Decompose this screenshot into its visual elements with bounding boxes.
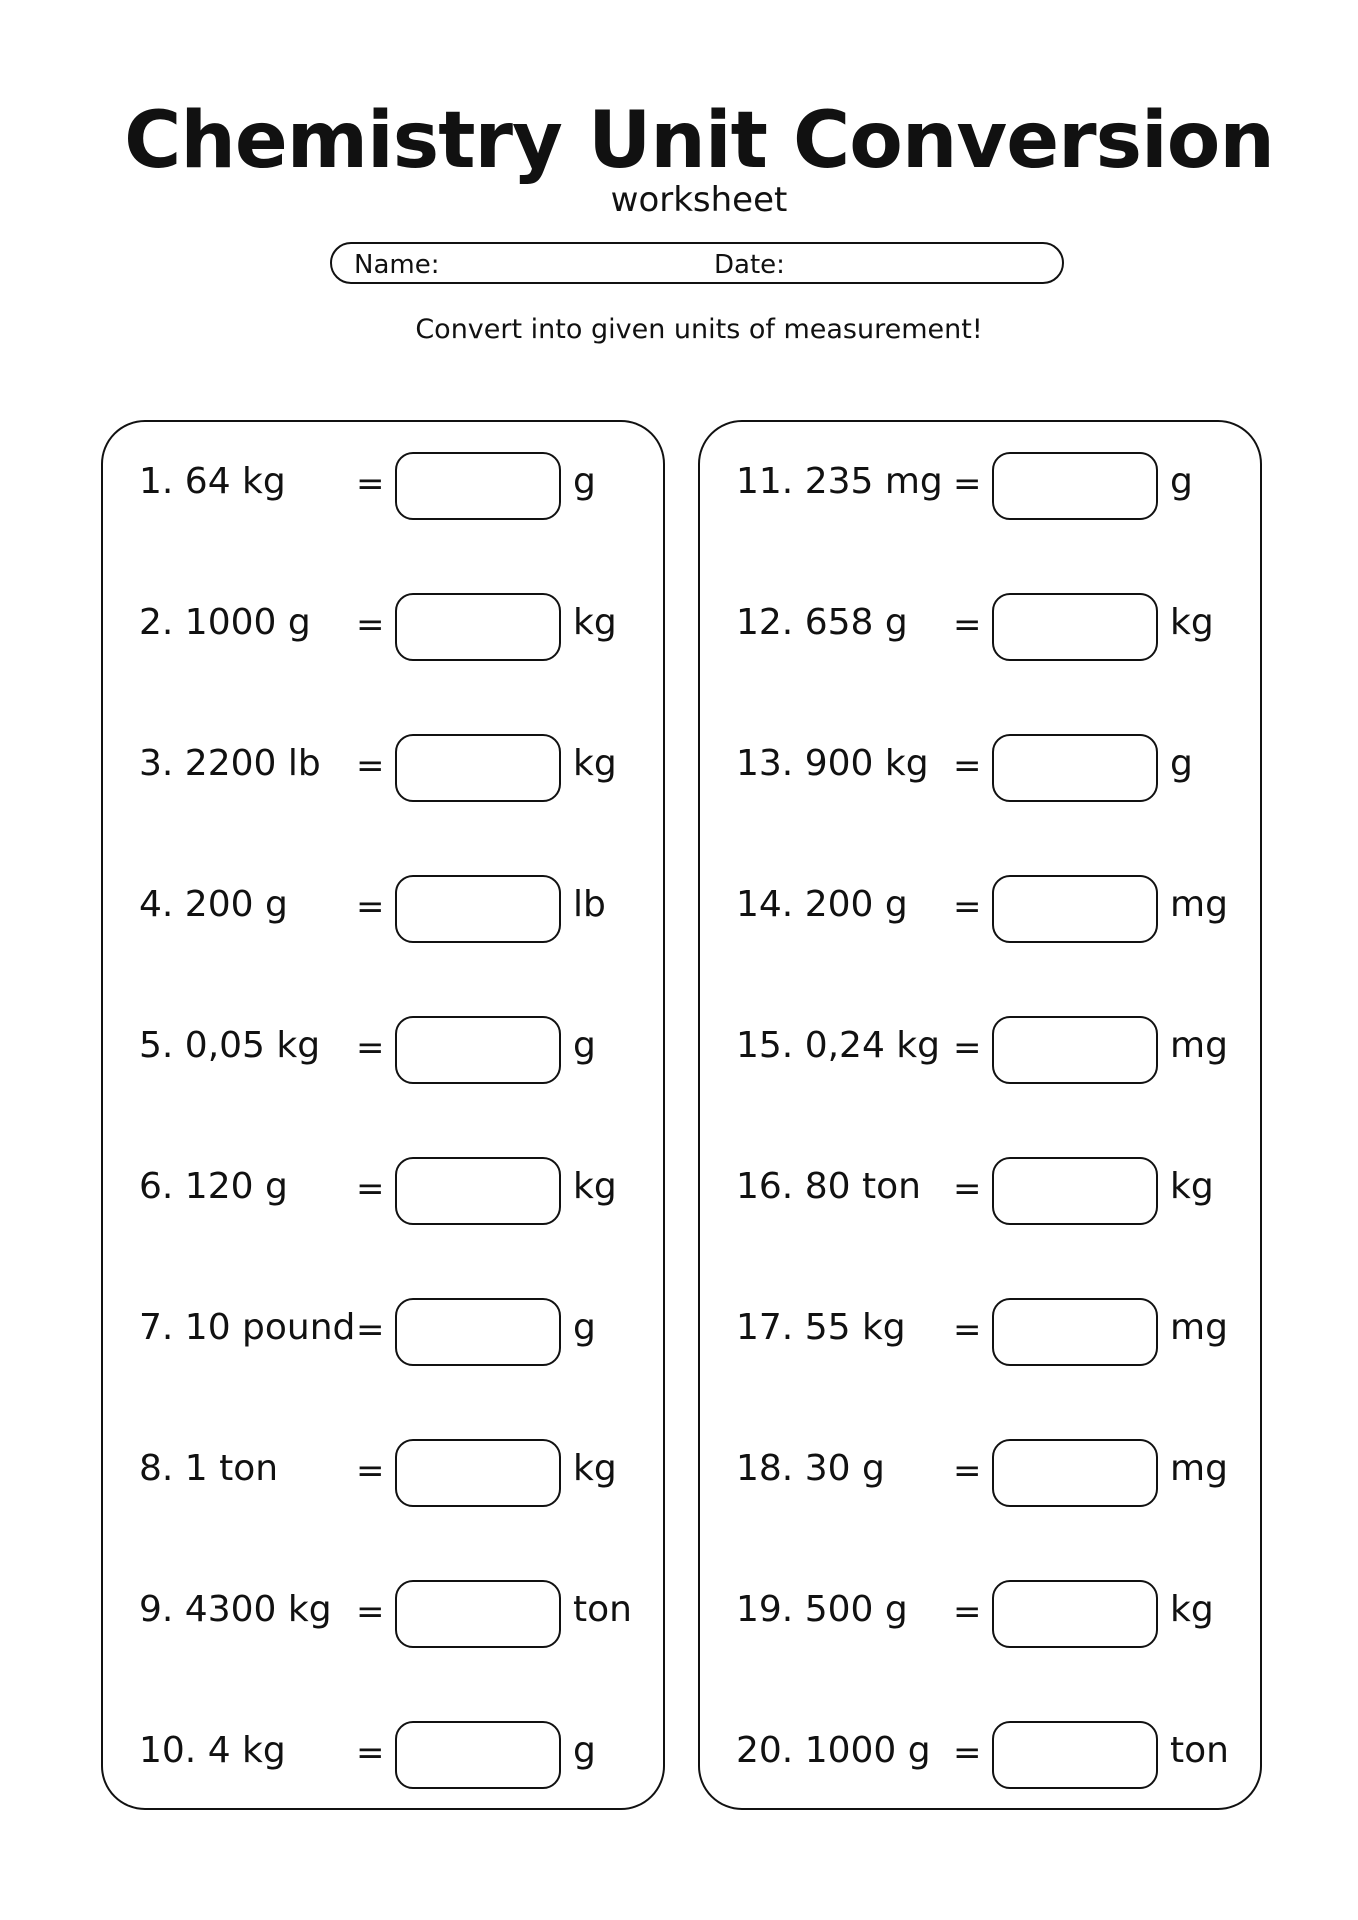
problem-text: 16. 80 ton (736, 1166, 921, 1207)
answer-box[interactable] (395, 1721, 561, 1789)
problem-row (700, 1298, 1264, 1370)
equals-sign: = (356, 1592, 385, 1632)
answer-box[interactable] (992, 452, 1158, 520)
equals-sign: = (953, 887, 982, 927)
target-unit: ton (1170, 1730, 1229, 1771)
worksheet-subtitle: worksheet (610, 180, 788, 220)
problem-text: 14. 200 g (736, 884, 908, 925)
problem-text: 7. 10 pound (139, 1307, 356, 1348)
answer-box[interactable] (992, 1439, 1158, 1507)
problem-row (700, 452, 1264, 524)
answer-box[interactable] (395, 1016, 561, 1084)
equals-sign: = (953, 1592, 982, 1632)
answer-box[interactable] (395, 1439, 561, 1507)
problem-text: 6. 120 g (139, 1166, 288, 1207)
problems-panel-right (698, 420, 1262, 1810)
answer-box[interactable] (992, 875, 1158, 943)
equals-sign: = (953, 464, 982, 504)
problem-row (700, 875, 1264, 947)
target-unit: mg (1170, 884, 1228, 925)
equals-sign: = (356, 1028, 385, 1068)
target-unit: ton (573, 1589, 632, 1630)
problem-text: 1. 64 kg (139, 461, 286, 502)
equals-sign: = (953, 1451, 982, 1491)
target-unit: mg (1170, 1448, 1228, 1489)
target-unit: g (1170, 743, 1193, 784)
answer-box[interactable] (395, 452, 561, 520)
equals-sign: = (356, 1169, 385, 1209)
target-unit: lb (573, 884, 606, 925)
worksheet-title: Chemistry Unit Conversion (124, 96, 1274, 186)
target-unit: mg (1170, 1307, 1228, 1348)
problem-text: 3. 2200 lb (139, 743, 321, 784)
problem-row (700, 1157, 1264, 1229)
problem-row (103, 1157, 667, 1229)
problem-row (700, 593, 1264, 665)
target-unit: g (573, 1730, 596, 1771)
equals-sign: = (356, 1310, 385, 1350)
equals-sign: = (356, 1733, 385, 1773)
equals-sign: = (953, 746, 982, 786)
problem-row (103, 1439, 667, 1511)
equals-sign: = (953, 1169, 982, 1209)
name-date-bar[interactable] (330, 242, 1064, 284)
problem-row (103, 452, 667, 524)
problem-text: 15. 0,24 kg (736, 1025, 940, 1066)
problem-text: 5. 0,05 kg (139, 1025, 321, 1066)
equals-sign: = (356, 464, 385, 504)
problem-text: 9. 4300 kg (139, 1589, 332, 1630)
equals-sign: = (356, 887, 385, 927)
problem-row (700, 1439, 1264, 1511)
problem-text: 13. 900 kg (736, 743, 929, 784)
answer-box[interactable] (992, 1016, 1158, 1084)
answer-box[interactable] (992, 1721, 1158, 1789)
equals-sign: = (953, 605, 982, 645)
answer-box[interactable] (395, 734, 561, 802)
equals-sign: = (953, 1028, 982, 1068)
problem-row (700, 1580, 1264, 1652)
problem-text: 4. 200 g (139, 884, 288, 925)
problem-text: 17. 55 kg (736, 1307, 906, 1348)
target-unit: g (573, 461, 596, 502)
target-unit: kg (573, 1448, 617, 1489)
problem-row (700, 1721, 1264, 1793)
target-unit: g (573, 1307, 596, 1348)
answer-box[interactable] (992, 1298, 1158, 1366)
problem-text: 12. 658 g (736, 602, 908, 643)
date-label: Date: (714, 250, 785, 280)
problem-row (700, 734, 1264, 806)
equals-sign: = (356, 746, 385, 786)
problem-row (700, 1016, 1264, 1088)
equals-sign: = (953, 1310, 982, 1350)
target-unit: kg (1170, 602, 1214, 643)
answer-box[interactable] (992, 1580, 1158, 1648)
answer-box[interactable] (395, 1157, 561, 1225)
answer-box[interactable] (395, 875, 561, 943)
problem-text: 20. 1000 g (736, 1730, 931, 1771)
problem-text: 10. 4 kg (139, 1730, 286, 1771)
instructions: Convert into given units of measurement! (415, 314, 983, 345)
target-unit: kg (573, 602, 617, 643)
problem-row (103, 734, 667, 806)
target-unit: kg (573, 743, 617, 784)
answer-box[interactable] (992, 1157, 1158, 1225)
problem-text: 8. 1 ton (139, 1448, 279, 1489)
problem-text: 18. 30 g (736, 1448, 885, 1489)
name-label: Name: (354, 250, 440, 280)
answer-box[interactable] (992, 593, 1158, 661)
answer-box[interactable] (395, 1298, 561, 1366)
equals-sign: = (953, 1733, 982, 1773)
problem-row (103, 875, 667, 947)
equals-sign: = (356, 1451, 385, 1491)
answer-box[interactable] (395, 1580, 561, 1648)
problem-row (103, 1016, 667, 1088)
problem-row (103, 593, 667, 665)
target-unit: g (573, 1025, 596, 1066)
target-unit: kg (1170, 1589, 1214, 1630)
target-unit: mg (1170, 1025, 1228, 1066)
problem-text: 2. 1000 g (139, 602, 311, 643)
answer-box[interactable] (992, 734, 1158, 802)
problem-text: 11. 235 mg (736, 461, 943, 502)
problem-text: 19. 500 g (736, 1589, 908, 1630)
target-unit: kg (1170, 1166, 1214, 1207)
problem-row (103, 1721, 667, 1793)
answer-box[interactable] (395, 593, 561, 661)
target-unit: kg (573, 1166, 617, 1207)
target-unit: g (1170, 461, 1193, 502)
problem-row (103, 1298, 667, 1370)
problems-panel-left (101, 420, 665, 1810)
problem-row (103, 1580, 667, 1652)
equals-sign: = (356, 605, 385, 645)
